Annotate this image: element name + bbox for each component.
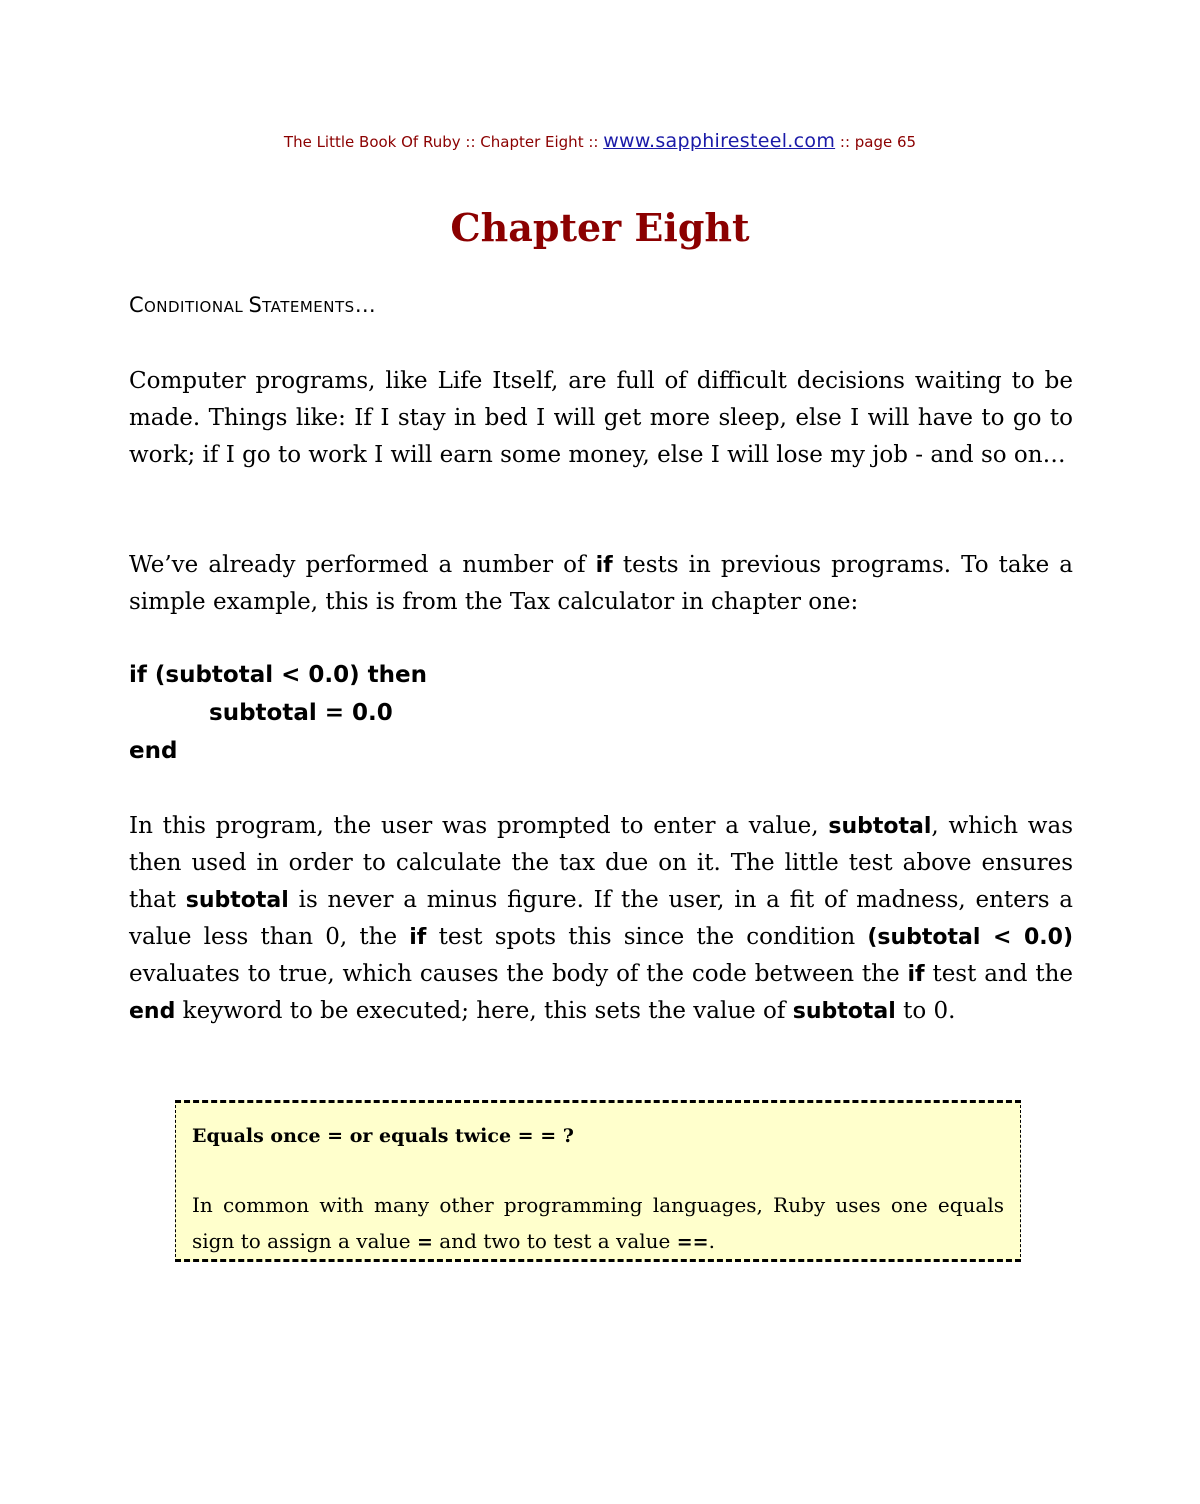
keyword-end: end bbox=[129, 999, 176, 1024]
keyword-if: if bbox=[595, 553, 613, 578]
code-example bbox=[129, 656, 427, 770]
code-line: end bbox=[129, 738, 178, 764]
keyword-condition: (subtotal < 0.0) bbox=[867, 925, 1073, 950]
code-line: subtotal = 0.0 bbox=[209, 700, 393, 726]
section-heading: CONDITIONAL STATEMENTS… bbox=[129, 293, 376, 317]
keyword-double-equals: == bbox=[676, 1231, 709, 1253]
website-link[interactable]: www.sapphiresteel.com bbox=[603, 130, 836, 152]
header-page-number: :: page 65 bbox=[835, 133, 917, 151]
keyword-subtotal: subtotal bbox=[185, 888, 289, 913]
note-body: In common with many other programming languages, Ruby uses one equals sign to assign a value = and two to test a value ==. bbox=[192, 1193, 1004, 1253]
keyword-equals: = bbox=[417, 1231, 433, 1253]
note-box bbox=[175, 1100, 1021, 1262]
note-title: Equals once = or equals twice = = ? bbox=[192, 1125, 574, 1147]
keyword-if: if bbox=[409, 925, 427, 950]
intro-paragraph: Computer programs, like Life Itself, are full of difficult decisions waiting to be made. Things like: If I stay in bed I will get more sleep, else I will have to go to work; if I go to work I will earn some money, else I will lose my job - and so on… bbox=[129, 368, 1073, 468]
keyword-if: if bbox=[907, 962, 925, 987]
explanation-paragraph: In this program, the user was prompted to enter a value, subtotal, which was then used in order to calculate the tax due on it. The little test above ensures that subtotal is never a minus figure. If the user, in a fit of madness, enters a value less than 0, the if test spots this since the condition (subtotal < 0.0) evaluates to true, which causes the body of the code between the if test and the end keyword to be executed; here, this sets the value of subtotal to 0. bbox=[129, 813, 1074, 1024]
code-line: if (subtotal < 0.0) then bbox=[129, 662, 428, 688]
chapter-title: Chapter Eight bbox=[450, 205, 750, 250]
header-text: The Little Book Of Ruby :: Chapter Eight :: bbox=[283, 133, 604, 151]
keyword-subtotal: subtotal bbox=[792, 999, 896, 1024]
keyword-subtotal: subtotal bbox=[828, 814, 932, 839]
running-header bbox=[0, 130, 1200, 152]
if-tests-paragraph: We’ve already performed a number of if tests in previous programs. To take a simple example, this is from the Tax calculator in chapter one: bbox=[129, 552, 1073, 615]
